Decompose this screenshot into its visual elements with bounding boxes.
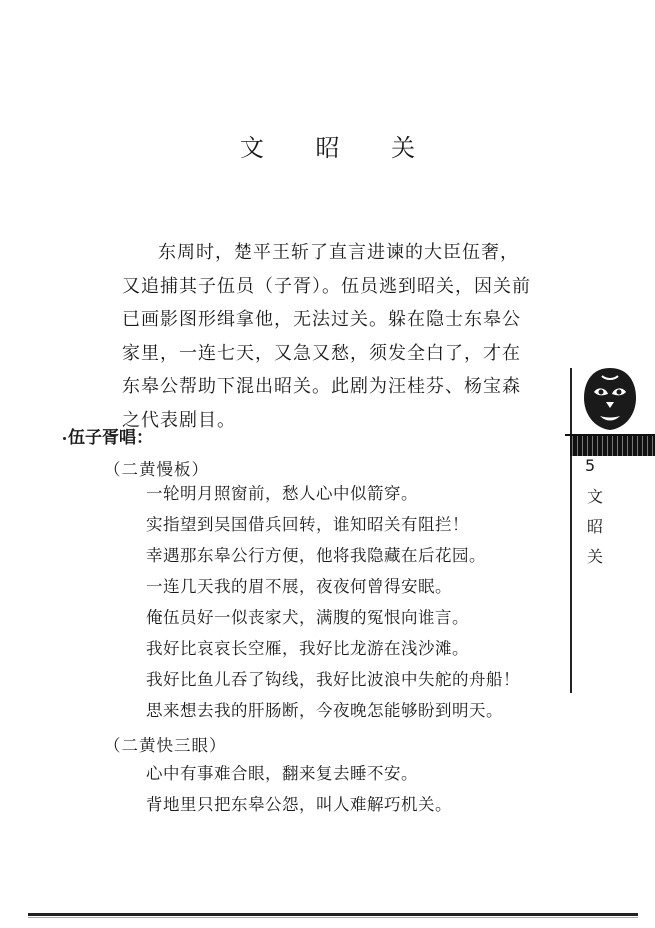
lyrics-block: [146, 478, 520, 726]
lyric-line: 我好比哀哀长空雁，我好比龙游在浅沙滩。: [146, 639, 469, 658]
side-tab-char: 昭: [586, 517, 603, 536]
side-tab-title: [585, 482, 605, 572]
lyric-line: 实指望到吴国借兵回转，谁知昭关有阻拦！: [146, 515, 469, 534]
intro-paragraph: 东周时，楚平王斩了直言进谏的大臣伍奢，又追捕其子伍员（子胥）。伍员逃到昭关，因关前已画影图形缉拿他，无法过关。躲在隐士东皋公家里，一连七天，又急又愁，须发全白了，才在东皋公帮助下混出昭关。此剧为汪桂芬、杨宝森之代表剧目。: [122, 242, 531, 431]
footer-rule: [28, 913, 638, 916]
lyric-line: 我好比鱼儿吞了钩线，我好比波浪中失舵的舟船！: [146, 670, 520, 689]
role-label: 伍子胥唱：: [68, 428, 153, 448]
role-bullet: [63, 437, 66, 440]
lyric-line: 思来想去我的肝肠断，今夜晚怎能够盼到明天。: [146, 701, 503, 720]
lyric-line: 幸遇那东皋公行方便，他将我隐藏在后花园。: [146, 546, 486, 565]
side-tab-rule: [570, 368, 572, 693]
side-tab-char: 文: [586, 487, 603, 506]
lyric-line: 一轮明月照窗前，愁人心中似箭穿。: [146, 484, 418, 503]
side-tab-hatch: [570, 436, 655, 456]
lyric-line: 背地里只把东皋公怨，叫人难解巧机关。: [146, 795, 452, 814]
lyrics-block: [146, 758, 452, 820]
footer-rule-thin: [28, 917, 638, 918]
lyric-line: 心中有事难合眼，翻来复去睡不安。: [146, 764, 418, 783]
lyric-line: 俺伍员好一似丧家犬，满腹的冤恨向谁言。: [146, 608, 469, 627]
lyric-line: 一连几天我的眉不展，夜夜何曾得安眠。: [146, 577, 452, 596]
aria-mode-label: （二黄慢板）: [104, 460, 209, 479]
side-tab-char: 关: [586, 547, 603, 566]
aria-mode-label: （二黄快三眼）: [104, 736, 227, 755]
opera-mask-icon: [580, 362, 640, 434]
page-title: 文 昭 关: [239, 134, 438, 162]
page-number: 5: [585, 456, 596, 475]
